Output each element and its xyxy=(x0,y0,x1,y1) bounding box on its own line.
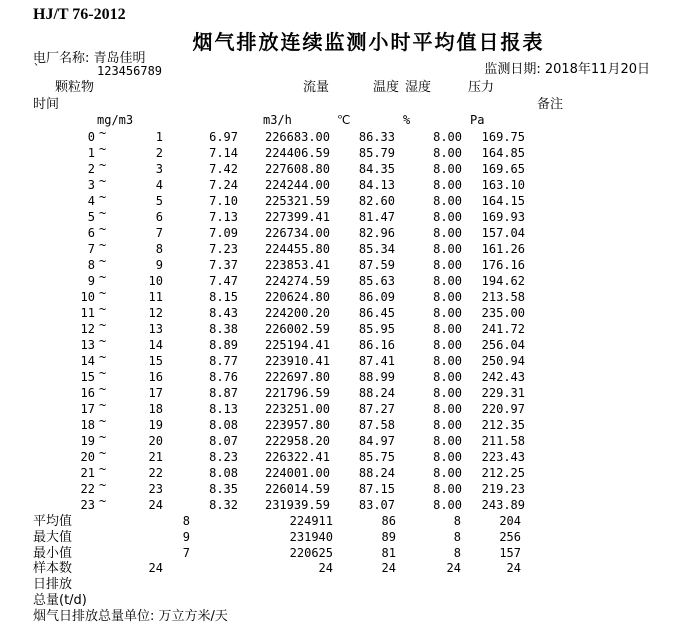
flow-value: 231939.59 xyxy=(264,498,330,512)
tilde-icon: ~ xyxy=(99,286,107,300)
pressure-value: 169.93 xyxy=(481,210,525,224)
summary-label: 最小值 xyxy=(33,546,73,561)
particulate-value: 7.24 xyxy=(209,178,238,192)
hour-end: 2 xyxy=(155,146,163,160)
summary-humidity-value: 24 xyxy=(446,561,461,575)
summary-temperature-value: 89 xyxy=(381,530,396,544)
pressure-value: 256.04 xyxy=(481,338,525,352)
humidity-value: 8.00 xyxy=(433,242,462,256)
hour-start: 22 xyxy=(80,482,95,496)
pressure-value: 169.65 xyxy=(481,162,525,176)
humidity-value: 8.00 xyxy=(433,354,462,368)
particulate-value: 8.35 xyxy=(209,482,238,496)
monitor-date-label: 监测日期: 2018年11月20日 xyxy=(484,62,650,77)
flow-value: 224244.00 xyxy=(264,178,330,192)
page-title: 烟气排放连续监测小时平均值日报表 xyxy=(192,30,545,54)
humidity-value: 8.00 xyxy=(433,386,462,400)
hour-end: 11 xyxy=(148,290,163,304)
tilde-icon: ~ xyxy=(99,238,107,252)
summary-particulate-value: 9 xyxy=(182,530,190,544)
column-header-flow: 流量 xyxy=(303,80,330,95)
hour-end: 10 xyxy=(148,274,163,288)
hour-start: 2 xyxy=(87,162,95,176)
unit-flow: m3/h xyxy=(263,113,292,127)
hour-end: 8 xyxy=(155,242,163,256)
flow-value: 226734.00 xyxy=(264,226,330,240)
humidity-value: 8.00 xyxy=(433,466,462,480)
summary-label: 平均值 xyxy=(33,514,73,529)
unit-footnote: 烟气日排放总量单位: 万立方米/天 xyxy=(33,609,228,624)
hour-end: 20 xyxy=(148,434,163,448)
hour-end: 24 xyxy=(148,498,163,512)
pressure-value: 213.58 xyxy=(481,290,525,304)
tilde-icon: ~ xyxy=(99,254,107,268)
summary-particulate-value: 7 xyxy=(182,546,190,560)
tilde-icon: ~ xyxy=(99,446,107,460)
daily-emission-label: 日排放 xyxy=(33,577,73,592)
humidity-value: 8.00 xyxy=(433,146,462,160)
particulate-value: 7.23 xyxy=(209,242,238,256)
plant-name-label: 电厂名称: 青岛佳明 xyxy=(33,51,146,66)
column-header-pressure: 压力 xyxy=(468,80,495,95)
tilde-icon: ~ xyxy=(99,126,107,140)
tilde-icon: ~ xyxy=(99,366,107,380)
humidity-value: 8.00 xyxy=(433,482,462,496)
particulate-value: 8.38 xyxy=(209,322,238,336)
summary-label: 最大值 xyxy=(33,530,73,545)
temperature-value: 88.99 xyxy=(358,370,395,384)
hour-end: 12 xyxy=(148,306,163,320)
summary-flow-value: 224911 xyxy=(289,514,333,528)
temperature-value: 81.47 xyxy=(358,210,395,224)
summary-pressure-value: 157 xyxy=(499,546,521,560)
hour-start: 15 xyxy=(80,370,95,384)
temperature-value: 86.16 xyxy=(358,338,395,352)
particulate-value: 7.10 xyxy=(209,194,238,208)
flow-value: 226683.00 xyxy=(264,130,330,144)
particulate-value: 6.97 xyxy=(209,130,238,144)
pressure-value: 164.15 xyxy=(481,194,525,208)
tilde-icon: ~ xyxy=(99,158,107,172)
particulate-value: 7.42 xyxy=(209,162,238,176)
temperature-value: 87.41 xyxy=(358,354,395,368)
humidity-value: 8.00 xyxy=(433,306,462,320)
tilde-icon: ~ xyxy=(99,414,107,428)
hour-start: 16 xyxy=(80,386,95,400)
flow-value: 224001.00 xyxy=(264,466,330,480)
summary-temperature-value: 86 xyxy=(381,514,396,528)
unit-pressure: Pa xyxy=(470,113,485,127)
hour-start: 18 xyxy=(80,418,95,432)
column-header-humidity: 湿度 xyxy=(405,80,432,95)
flow-value: 223910.41 xyxy=(264,354,330,368)
humidity-value: 8.00 xyxy=(433,290,462,304)
flow-value: 220624.80 xyxy=(264,290,330,304)
hour-start: 6 xyxy=(87,226,95,240)
temperature-value: 85.34 xyxy=(358,242,395,256)
pressure-value: 235.00 xyxy=(481,306,525,320)
summary-humidity-value: 8 xyxy=(453,546,461,560)
humidity-value: 8.00 xyxy=(433,274,462,288)
tilde-icon: ~ xyxy=(99,462,107,476)
standard-number: HJ/T 76-2012 xyxy=(33,6,126,23)
humidity-value: 8.00 xyxy=(433,194,462,208)
unit-particulate: mg/m3 xyxy=(97,113,134,127)
summary-flow-value: 24 xyxy=(318,561,333,575)
hour-start: 12 xyxy=(80,322,95,336)
pressure-value: 157.04 xyxy=(481,226,525,240)
tilde-icon: ~ xyxy=(99,350,107,364)
hour-start: 17 xyxy=(80,402,95,416)
hour-start: 13 xyxy=(80,338,95,352)
hour-start: 9 xyxy=(87,274,95,288)
pressure-value: 250.94 xyxy=(481,354,525,368)
flow-value: 224406.59 xyxy=(264,146,330,160)
hour-end: 13 xyxy=(148,322,163,336)
tilde-icon: ~ xyxy=(99,174,107,188)
hour-end: 1 xyxy=(155,130,163,144)
pressure-value: 220.97 xyxy=(481,402,525,416)
hour-end: 17 xyxy=(148,386,163,400)
temperature-value: 85.95 xyxy=(358,322,395,336)
humidity-value: 8.00 xyxy=(433,370,462,384)
particulate-value: 8.13 xyxy=(209,402,238,416)
flow-value: 227608.80 xyxy=(264,162,330,176)
table-row xyxy=(0,494,677,514)
pressure-value: 223.43 xyxy=(481,450,525,464)
summary-row xyxy=(0,530,677,546)
pressure-value: 176.16 xyxy=(481,258,525,272)
hour-start: 8 xyxy=(87,258,95,272)
temperature-value: 85.79 xyxy=(358,146,395,160)
hour-end: 15 xyxy=(148,354,163,368)
hour-end: 21 xyxy=(148,450,163,464)
summary-pressure-value: 256 xyxy=(499,530,521,544)
humidity-value: 8.00 xyxy=(433,322,462,336)
humidity-value: 8.00 xyxy=(433,162,462,176)
pressure-value: 219.23 xyxy=(481,482,525,496)
temperature-value: 85.75 xyxy=(358,450,395,464)
hour-start: 1 xyxy=(87,146,95,160)
temperature-value: 87.59 xyxy=(358,258,395,272)
temperature-value: 83.07 xyxy=(358,498,395,512)
tilde-icon: ~ xyxy=(99,206,107,220)
particulate-value: 7.47 xyxy=(209,274,238,288)
tilde-icon: ~ xyxy=(99,222,107,236)
plant-code: 123456789 xyxy=(97,64,163,78)
humidity-value: 8.00 xyxy=(433,450,462,464)
pressure-value: 241.72 xyxy=(481,322,525,336)
hour-end: 14 xyxy=(148,338,163,352)
tilde-icon: ~ xyxy=(99,302,107,316)
humidity-value: 8.00 xyxy=(433,226,462,240)
hour-end: 9 xyxy=(155,258,163,272)
temperature-value: 84.97 xyxy=(358,434,395,448)
flow-value: 226002.59 xyxy=(264,322,330,336)
hour-end: 5 xyxy=(155,194,163,208)
pressure-value: 194.62 xyxy=(481,274,525,288)
humidity-value: 8.00 xyxy=(433,418,462,432)
hour-end: 6 xyxy=(155,210,163,224)
hour-start: 5 xyxy=(87,210,95,224)
tilde-icon: ~ xyxy=(99,190,107,204)
tilde-icon: ~ xyxy=(99,318,107,332)
particulate-value: 7.09 xyxy=(209,226,238,240)
particulate-value: 8.76 xyxy=(209,370,238,384)
tilde-icon: ~ xyxy=(99,270,107,284)
flow-value: 221796.59 xyxy=(264,386,330,400)
unit-humidity: % xyxy=(403,113,411,127)
tilde-icon: ~ xyxy=(99,382,107,396)
humidity-value: 8.00 xyxy=(433,434,462,448)
temperature-value: 85.63 xyxy=(358,274,395,288)
flow-value: 223853.41 xyxy=(264,258,330,272)
summary-flow-value: 220625 xyxy=(289,546,333,560)
particulate-value: 7.13 xyxy=(209,210,238,224)
flow-value: 226322.41 xyxy=(264,450,330,464)
hour-end: 3 xyxy=(155,162,163,176)
temperature-value: 84.35 xyxy=(358,162,395,176)
tilde-icon: ~ xyxy=(99,494,107,508)
particulate-value: 8.89 xyxy=(209,338,238,352)
humidity-value: 8.00 xyxy=(433,402,462,416)
summary-temperature-value: 81 xyxy=(381,546,396,560)
humidity-value: 8.00 xyxy=(433,498,462,512)
tilde-icon: ~ xyxy=(99,334,107,348)
hour-end: 18 xyxy=(148,402,163,416)
pressure-value: 229.31 xyxy=(481,386,525,400)
tilde-icon: ~ xyxy=(99,398,107,412)
temperature-value: 87.15 xyxy=(358,482,395,496)
pressure-value: 161.26 xyxy=(481,242,525,256)
hour-end: 7 xyxy=(155,226,163,240)
temperature-value: 84.13 xyxy=(358,178,395,192)
flow-value: 222958.20 xyxy=(264,434,330,448)
humidity-value: 8.00 xyxy=(433,178,462,192)
column-header-temperature: 温度 xyxy=(373,80,400,95)
hour-start: 3 xyxy=(87,178,95,192)
temperature-value: 82.96 xyxy=(358,226,395,240)
summary-row xyxy=(0,546,677,562)
hour-start: 20 xyxy=(80,450,95,464)
particulate-value: 8.15 xyxy=(209,290,238,304)
particulate-value: 8.87 xyxy=(209,386,238,400)
temperature-value: 88.24 xyxy=(358,466,395,480)
temperature-value: 88.24 xyxy=(358,386,395,400)
pressure-value: 242.43 xyxy=(481,370,525,384)
summary-flow-value: 231940 xyxy=(289,530,333,544)
particulate-value: 8.08 xyxy=(209,466,238,480)
flow-value: 224200.20 xyxy=(264,306,330,320)
unit-temperature: ℃ xyxy=(337,113,351,127)
temperature-value: 87.58 xyxy=(358,418,395,432)
pressure-value: 169.75 xyxy=(481,130,525,144)
humidity-value: 8.00 xyxy=(433,210,462,224)
summary-particulate-value: 8 xyxy=(182,514,190,528)
hour-start: 11 xyxy=(80,306,95,320)
particulate-value: 8.43 xyxy=(209,306,238,320)
hour-start: 10 xyxy=(80,290,95,304)
hour-end: 16 xyxy=(148,370,163,384)
particulate-value: 8.07 xyxy=(209,434,238,448)
particulate-value: 8.23 xyxy=(209,450,238,464)
hour-start: 4 xyxy=(87,194,95,208)
flow-value: 223957.80 xyxy=(264,418,330,432)
particulate-value: 8.77 xyxy=(209,354,238,368)
temperature-value: 82.60 xyxy=(358,194,395,208)
particulate-value: 8.08 xyxy=(209,418,238,432)
pressure-value: 212.35 xyxy=(481,418,525,432)
hour-start: 0 xyxy=(87,130,95,144)
column-header-remark: 备注 xyxy=(537,97,564,112)
summary-pressure-value: 24 xyxy=(506,561,521,575)
flow-value: 224455.80 xyxy=(264,242,330,256)
total-label: 总量(t/d) xyxy=(33,593,87,608)
summary-label: 样本数 xyxy=(33,561,73,576)
pressure-value: 211.58 xyxy=(481,434,525,448)
pressure-value: 163.10 xyxy=(481,178,525,192)
summary-row xyxy=(0,514,677,530)
tilde-icon: ~ xyxy=(99,478,107,492)
hour-end: 4 xyxy=(155,178,163,192)
hour-start: 23 xyxy=(80,498,95,512)
flow-value: 226014.59 xyxy=(264,482,330,496)
column-header-particulate: 颗粒物 xyxy=(55,80,95,95)
temperature-value: 87.27 xyxy=(358,402,395,416)
summary-pressure-value: 204 xyxy=(499,514,521,528)
hour-start: 7 xyxy=(87,242,95,256)
summary-row xyxy=(0,561,677,577)
pressure-value: 243.89 xyxy=(481,498,525,512)
flow-value: 223251.00 xyxy=(264,402,330,416)
summary-humidity-value: 8 xyxy=(453,530,461,544)
flow-value: 222697.80 xyxy=(264,370,330,384)
humidity-value: 8.00 xyxy=(433,338,462,352)
hour-end: 22 xyxy=(148,466,163,480)
summary-particulate-value: 24 xyxy=(148,561,163,575)
flow-value: 224274.59 xyxy=(264,274,330,288)
temperature-value: 86.09 xyxy=(358,290,395,304)
humidity-value: 8.00 xyxy=(433,130,462,144)
temperature-value: 86.45 xyxy=(358,306,395,320)
particulate-value: 8.32 xyxy=(209,498,238,512)
flow-value: 225321.59 xyxy=(264,194,330,208)
plant-code-prefix: ` xyxy=(33,62,41,76)
pressure-value: 212.25 xyxy=(481,466,525,480)
column-header-time: 时间 xyxy=(33,97,60,112)
summary-temperature-value: 24 xyxy=(381,561,396,575)
hour-end: 19 xyxy=(148,418,163,432)
particulate-value: 7.14 xyxy=(209,146,238,160)
hour-start: 19 xyxy=(80,434,95,448)
particulate-value: 7.37 xyxy=(209,258,238,272)
hour-end: 23 xyxy=(148,482,163,496)
tilde-icon: ~ xyxy=(99,430,107,444)
flow-value: 227399.41 xyxy=(264,210,330,224)
hour-start: 14 xyxy=(80,354,95,368)
hour-start: 21 xyxy=(80,466,95,480)
pressure-value: 164.85 xyxy=(481,146,525,160)
temperature-value: 86.33 xyxy=(358,130,395,144)
tilde-icon: ~ xyxy=(99,142,107,156)
humidity-value: 8.00 xyxy=(433,258,462,272)
flow-value: 225194.41 xyxy=(264,338,330,352)
summary-humidity-value: 8 xyxy=(453,514,461,528)
